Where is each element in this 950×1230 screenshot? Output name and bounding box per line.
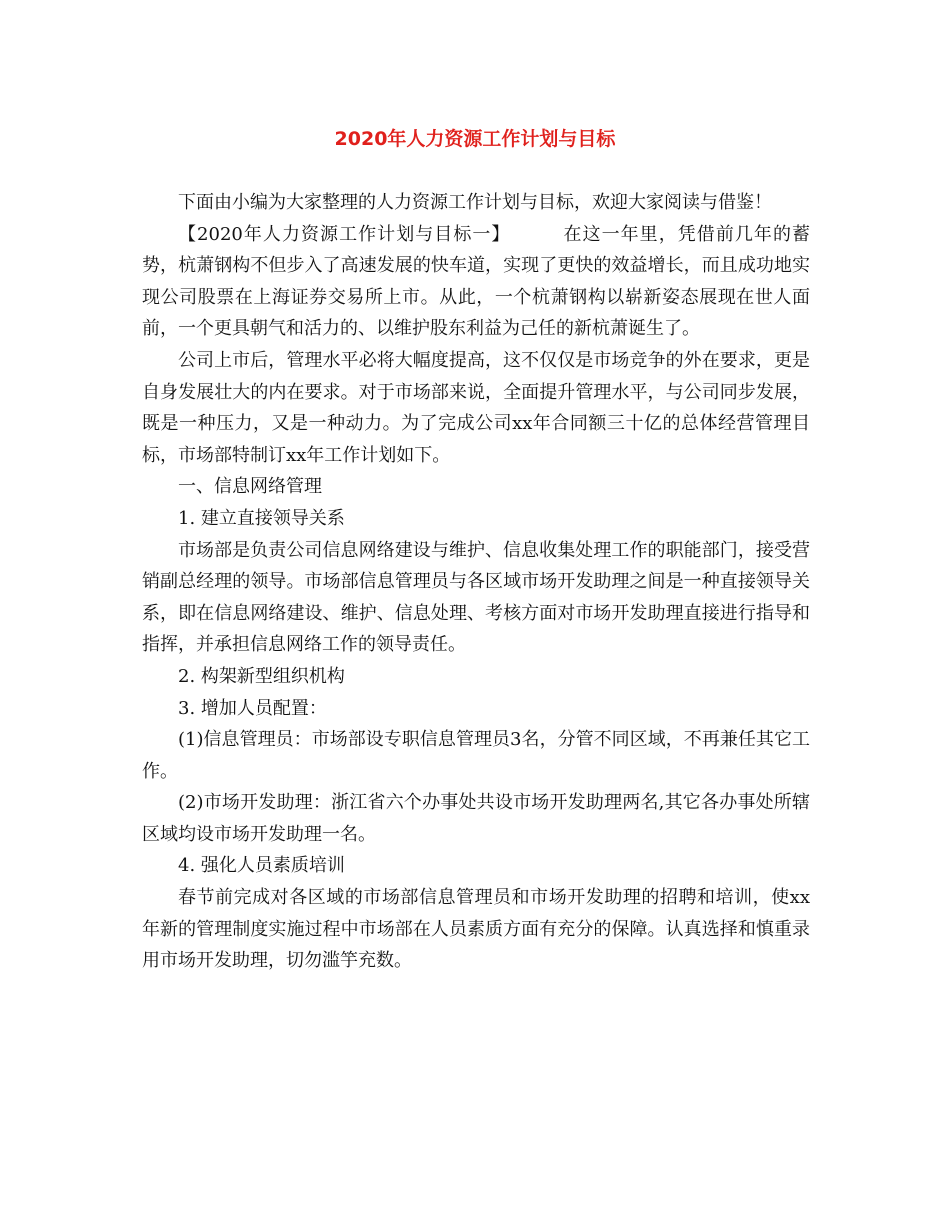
item-4-paragraph: 春节前完成对各区域的市场部信息管理员和市场开发助理的招聘和培训，使xx年新的管理制度实施过程中市场部在人员素质方面有充分的保障。认真选择和慎重录用市场开发助理，切勿滥竽充数。	[142, 887, 810, 972]
item-1-heading: 1. 建立直接领导关系	[178, 507, 345, 529]
section-heading: 【2020年人力资源工作计划与目标一】	[178, 223, 511, 245]
document-title: 2020年人力资源工作计划与目标	[334, 128, 616, 150]
item-1-paragraph: 市场部是负责公司信息网络建设与维护、信息收集处理工作的职能部门，接受营销副总经理的领导。市场部信息管理员与各区域市场开发助理之间是一种直接领导关系，即在信息网络建设、维护、信息处理、考核方面对市场开发助理直接进行指导和指挥，并承担信息网络工作的领导责任。	[142, 539, 810, 656]
heading-info-network: 一、信息网络管理	[178, 476, 322, 498]
item-4-heading: 4. 强化人员素质培训	[178, 855, 345, 877]
item-2-heading: 2. 构架新型组织机构	[178, 665, 345, 687]
listing-paragraph: 公司上市后，管理水平必将大幅度提高，这不仅仅是市场竞争的外在要求，更是自身发展壮大的内在要求。对于市场部来说，全面提升管理水平，与公司同步发展，既是一种压力，又是一种动力。为了完成公司xx年合同额三十亿的总体经营管理目标，市场部特制订xx年工作计划如下。	[142, 349, 810, 466]
item-3-sub-1: (1)信息管理员：市场部设专职信息管理员3名，分管不同区域，不再兼任其它工作。	[142, 729, 810, 782]
section-one-paragraph	[142, 219, 810, 345]
item-3-heading: 3. 增加人员配置：	[178, 697, 327, 719]
document-body	[142, 187, 810, 977]
company-intro-text: 在这一年里，凭借前几年的蓄势，杭萧钢构不但步入了高速发展的快车道，实现了更快的效益增长，而且成功地实现公司股票在上海证券交易所上市。从此，一个杭萧钢构以崭新姿态展现在世人面前，一个更具朝气和活力的、以维护股东利益为己任的新杭萧诞生了。	[142, 223, 810, 340]
intro-paragraph: 下面由小编为大家整理的人力资源工作计划与目标，欢迎大家阅读与借鉴！	[178, 192, 772, 213]
item-3-sub-2: (2)市场开发助理：浙江省六个办事处共设市场开发助理两名,其它各办事处所辖区域均设市场开发助理一名。	[142, 792, 810, 845]
